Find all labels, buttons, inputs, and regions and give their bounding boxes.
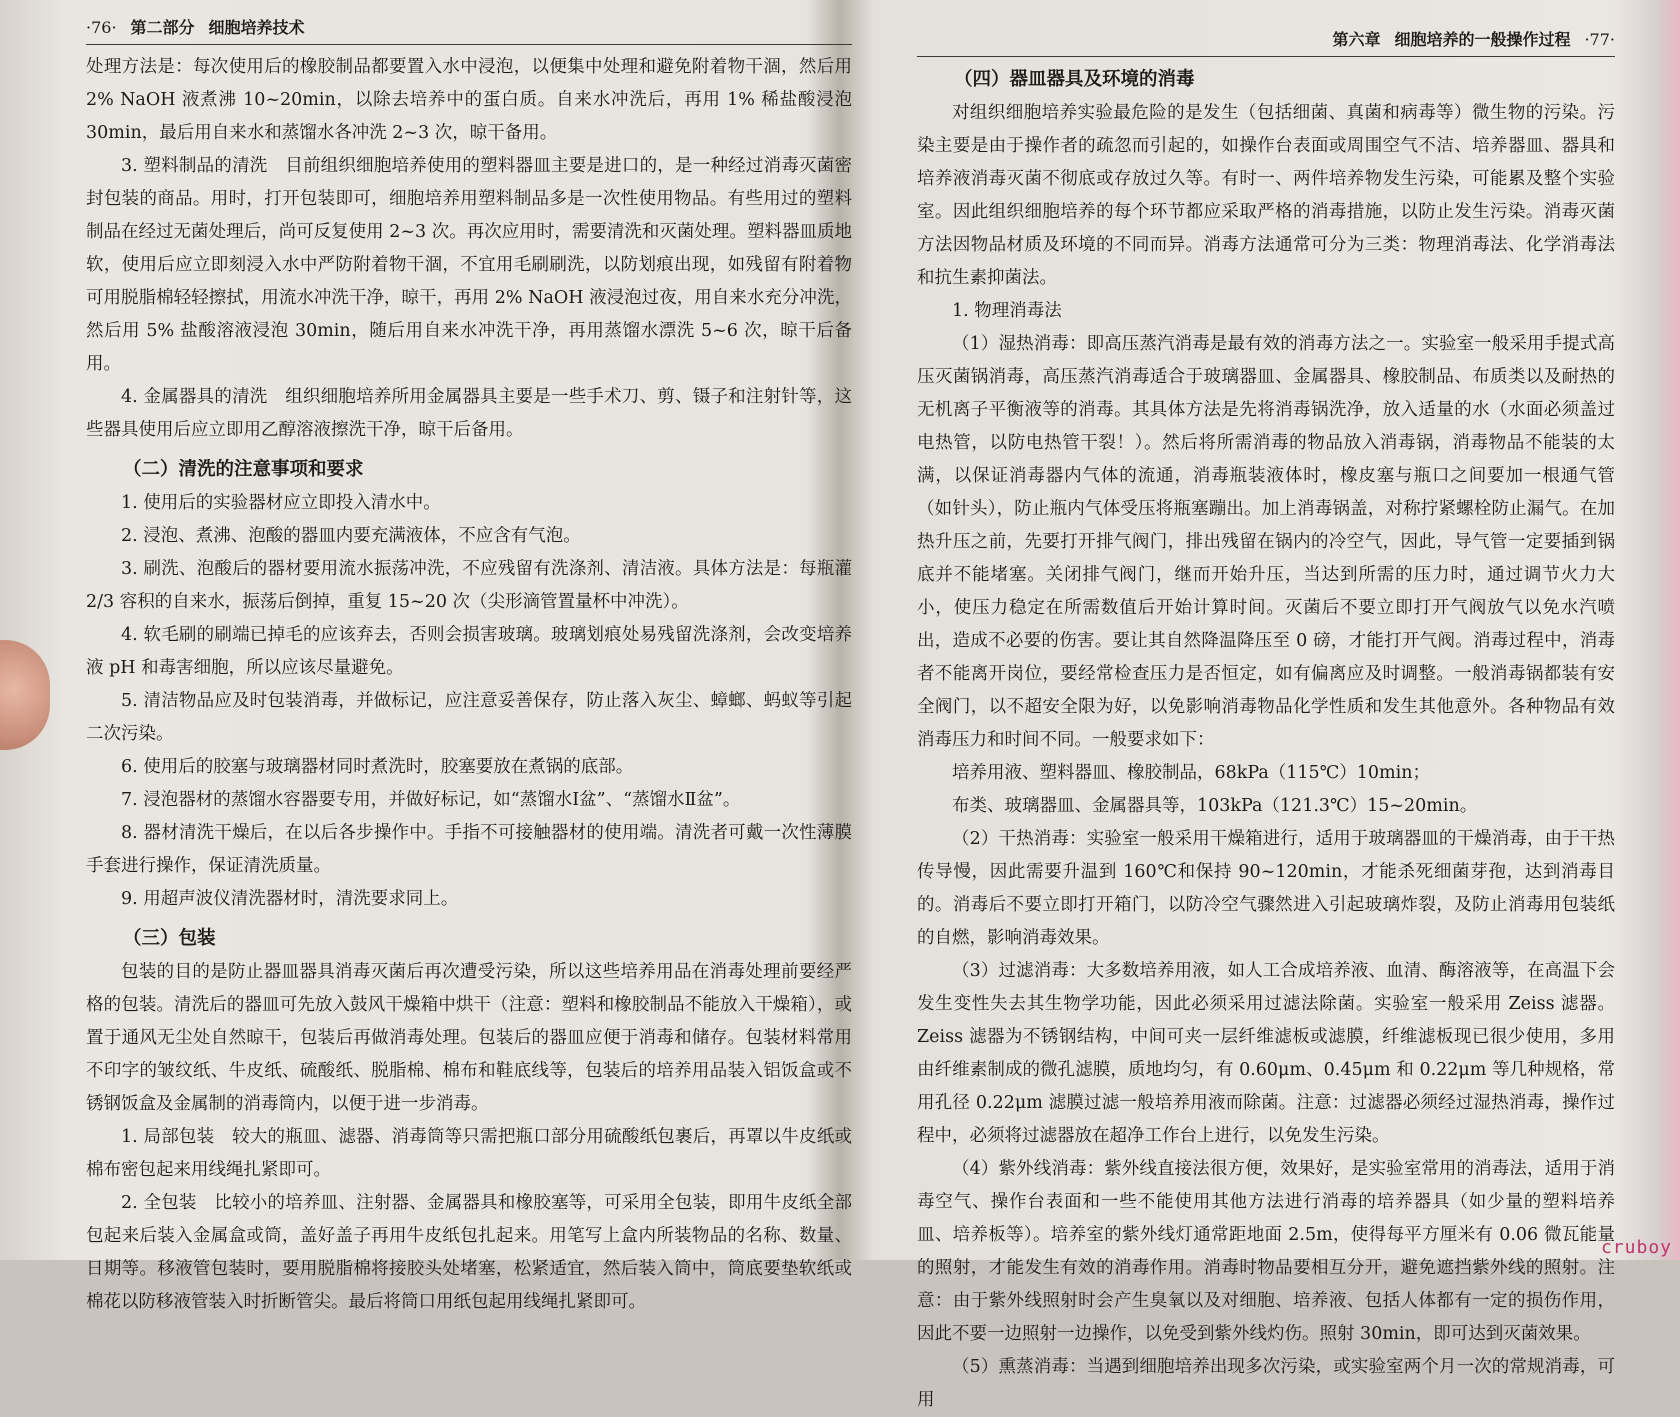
paragraph: （3）过滤消毒：大多数培养用液，如人工合成培养液、血清、酶溶液等，在高温下会发生变性失去其生物学功能，因此必须采用过滤法除菌。实验室一般采用 Zeiss 滤器。Zeiss 滤器为不锈钢结构，中间可夹一层纤维滤板或滤膜，纤维滤板现已很少使用，多用由纤维素制成的微孔滤膜，质地均匀，有 0.60μm、0.45μm 和 0.22μm 等几种规格，常用孔径 0.22μm 滤膜过滤一般培养用液而除菌。注意：过滤器必须经过湿热消毒，操作过程中，必须将过滤器放在超净工作台上进行，以免发生污染。: [917, 961, 1615, 1146]
paragraph: 处理方法是：每次使用后的橡胶制品都要置入水中浸泡，以便集中处理和避免附着物干涸，然后用 2% NaOH 液煮沸 10~20min，以除去培养中的蛋白质。自来水冲洗后，再用 1% 稀盐酸浸泡 30min，最后用自来水和蒸馏水各冲洗 2~3 次，晾干备用。: [86, 57, 852, 143]
right-page-body: [917, 63, 1615, 1417]
paragraph: 3. 塑料制品的清洗 目前组织细胞培养使用的塑料器皿主要是进口的，是一种经过消毒灭菌密封包装的商品。用时，打开包装即可，细胞培养用塑料制品多是一次性使用物品。有些用过的塑料制品在经过无菌处理后，尚可反复使用 2~3 次。再次应用时，需要清洗和灭菌处理。塑料器皿质地软，使用后应立即刻浸入水中严防附着物干涸，不宜用毛刷刷洗，以防划痕出现，如残留有附着物可用脱脂棉轻轻擦拭，用流水冲洗干净，晾干，再用 2% NaOH 液浸泡过夜，用自来水充分冲洗，然后用 5% 盐酸溶液浸泡 30min，随后用自来水冲洗干净，再用蒸馏水漂洗 5~6 次，晾干后备用。: [86, 156, 852, 374]
right-chapter-title: 细胞培养的一般操作过程: [1394, 30, 1571, 49]
paragraph: 4. 软毛刷的刷端已掉毛的应该弃去，否则会损害玻璃。玻璃划痕处易残留洗涤剂，会改变培养液 pH 和毒害细胞，所以应该尽量避免。: [86, 625, 852, 678]
paragraph: 3. 刷洗、泡酸后的器材要用流水振荡冲洗，不应残留有洗涤剂、清洁液。具体方法是：每瓶灌 2/3 容积的自来水，振荡后倒掉，重复 15~20 次（尖形滴管置量杯中冲洗）。: [86, 559, 852, 612]
thumb: [0, 640, 50, 750]
paragraph: 1. 物理消毒法: [952, 301, 1062, 321]
left-page: [62, 0, 862, 1312]
right-chapter-label: 第六章: [1332, 30, 1381, 49]
section-heading: （四）器皿器具及环境的消毒: [954, 69, 1195, 90]
paragraph: 8. 器材清洗干燥后，在以后各步操作中。手指不可接触器材的使用端。清洗者可戴一次性薄膜手套进行操作，保证清洗质量。: [86, 823, 852, 876]
paragraph: 4. 金属器具的清洗 组织细胞培养所用金属器具主要是一些手术刀、剪、镊子和注射针等，这些器具使用后应立即用乙醇溶液擦洗干净，晾干后备用。: [86, 387, 852, 440]
paragraph: 1. 局部包装 较大的瓶皿、滤器、消毒筒等只需把瓶口部分用硫酸纸包裹后，再罩以牛皮纸或棉布密包起来用线绳扎紧即可。: [86, 1127, 852, 1180]
right-page: [905, 0, 1625, 1410]
watermark: cruboy: [1600, 1237, 1672, 1258]
paragraph: 2. 全包装 比较小的培养皿、注射器、金属器具和橡胶塞等，可采用全包装，即用牛皮纸全部包起来后装入金属盒或筒，盖好盖子再用牛皮纸包扎起来。用笔写上盒内所装物品的名称、数量、日期等。移液管包装时，要用脱脂棉将接胶头处堵塞，松紧适宜，然后装入筒中，筒底要垫软纸或棉花以防移液管装入时折断管尖。最后将筒口用纸包起用线绳扎紧即可。: [86, 1193, 852, 1312]
paragraph: （4）紫外线消毒：紫外线直接法很方便，效果好，是实验室常用的消毒法，适用于消毒空气、操作台表面和一些不能使用其他方法进行消毒的培养器具（如少量的塑料培养皿、培养板等）。培养室的紫外线灯通常距地面 2.5m，使得每平方厘米有 0.06 微瓦能量的照射，才能发生有效的消毒作用。消毒时物品要相互分开，避免遮挡紫外线的照射。注意：由于紫外线照射时会产生臭氧以及对细胞、培养液、包括人体都有一定的损伤作用，因此不要一边照射一边操作，以免受到紫外线灼伤。照射 30min，即可达到灭菌效果。: [917, 1159, 1615, 1344]
paragraph: 培养用液、塑料器皿、橡胶制品，68kPa（115℃）10min；: [952, 763, 1431, 783]
left-part-label: 第二部分: [130, 18, 195, 37]
section-heading: （三）包装: [123, 928, 216, 949]
left-part-title: 细胞培养技术: [208, 18, 305, 37]
paragraph: 包装的目的是防止器皿器具消毒灭菌后再次遭受污染，所以这些培养用品在消毒处理前要经严格的包装。清洗后的器皿可先放入鼓风干燥箱中烘干（注意：塑料和橡胶制品不能放入干燥箱），或置于通风无尘处自然晾干，包装后再做消毒处理。包装后的器皿应便于消毒和储存。包装材料常用不印字的皱纹纸、牛皮纸、硫酸纸、脱脂棉、棉布和鞋底线等，包装后的培养用品装入铝饭盒或不锈钢饭盒及金属制的消毒筒内，以便于进一步消毒。: [86, 962, 852, 1114]
left-page-number: ·76·: [86, 18, 117, 37]
paragraph: （2）干热消毒：实验室一般采用干燥箱进行，适用于玻璃器皿的干燥消毒，由于干热传导慢，因此需要升温到 160℃和保持 90~120min，才能杀死细菌芽孢，达到消毒目的。消毒后不要立即打开箱门，以防冷空气骤然进入引起玻璃炸裂，及防止消毒用包装纸的自燃，影响消毒效果。: [917, 829, 1615, 948]
paragraph: 7. 浸泡器材的蒸馏水容器要专用，并做好标记，如“蒸馏水Ⅰ盆”、“蒸馏水Ⅱ盆”。: [121, 790, 741, 810]
paragraph: 布类、玻璃器皿、金属器具等，103kPa（121.3℃）15~20min。: [952, 796, 1478, 816]
paragraph: 对组织细胞培养实验最危险的是发生（包括细菌、真菌和病毒等）微生物的污染。污染主要是由于操作者的疏忽而引起的，如操作台表面或周围空气不洁、培养器皿、器具和培养液消毒灭菌不彻底或存放过久等。有时一、两件培养物发生污染，可能累及整个实验室。因此组织细胞培养的每个环节都应采取严格的消毒措施，以防止发生污染。消毒灭菌方法因物品材质及环境的不同而异。消毒方法通常可分为三类：物理消毒法、化学消毒法和抗生素抑菌法。: [917, 103, 1615, 288]
page-edge: [1660, 0, 1680, 1260]
paragraph: 5. 清洁物品应及时包装消毒，并做标记，应注意妥善保存，防止落入灰尘、蟑螂、蚂蚁等引起二次污染。: [86, 691, 852, 744]
paragraph: （1）湿热消毒：即高压蒸汽消毒是最有效的消毒方法之一。实验室一般采用手提式高压灭菌锅消毒，高压蒸汽消毒适合于玻璃器皿、金属器具、橡胶制品、布质类以及耐热的无机离子平衡液等的消毒。其具体方法是先将消毒锅洗净，放入适量的水（水面必须盖过电热管，以防电热管干裂！）。然后将所需消毒的物品放入消毒锅，消毒物品不能装的太满，以保证消毒器内气体的流通，消毒瓶装液体时，橡皮塞与瓶口之间要加一根通气管（如针头），防止瓶内气体受压将瓶塞蹦出。加上消毒锅盖，对称拧紧螺栓防止漏气。在加热升压之前，先要打开排气阀门，排出残留在锅内的冷空气，因此，导气管一定要插到锅底并不能堵塞。关闭排气阀门，继而开始升压，当达到所需的压力时，通过调节火力大小，使压力稳定在所需数值后开始计算时间。灭菌后不要立即打开气阀放气以免水汽喷出，造成不必要的伤害。要让其自然降温降压至 0 磅，才能打开气阀。消毒过程中，消毒者不能离开岗位，要经常检查压力是否恒定，如有偏离应及时调整。一般消毒锅都装有安全阀门，以不超安全限为好，以免影响消毒物品化学性质和发生其他意外。各种物品有效消毒压力和时间不同。一般要求如下：: [917, 334, 1615, 750]
left-running-header: [86, 18, 852, 45]
paragraph: （5）熏蒸消毒：当遇到细胞培养出现多次污染，或实验室两个月一次的常规消毒，可用: [917, 1357, 1615, 1410]
right-page-number: ·77·: [1584, 30, 1615, 49]
paragraph: 2. 浸泡、煮沸、泡酸的器皿内要充满液体，不应含有气泡。: [121, 526, 581, 546]
paragraph: 1. 使用后的实验器材应立即投入清水中。: [121, 493, 441, 513]
paragraph: 9. 用超声波仪清洗器材时，清洗要求同上。: [121, 889, 459, 909]
left-page-body: [86, 51, 852, 1319]
right-running-header: [917, 30, 1615, 57]
paragraph: 6. 使用后的胶塞与玻璃器材同时煮洗时，胶塞要放在煮锅的底部。: [121, 757, 634, 777]
section-heading: （二）清洗的注意事项和要求: [123, 459, 364, 480]
